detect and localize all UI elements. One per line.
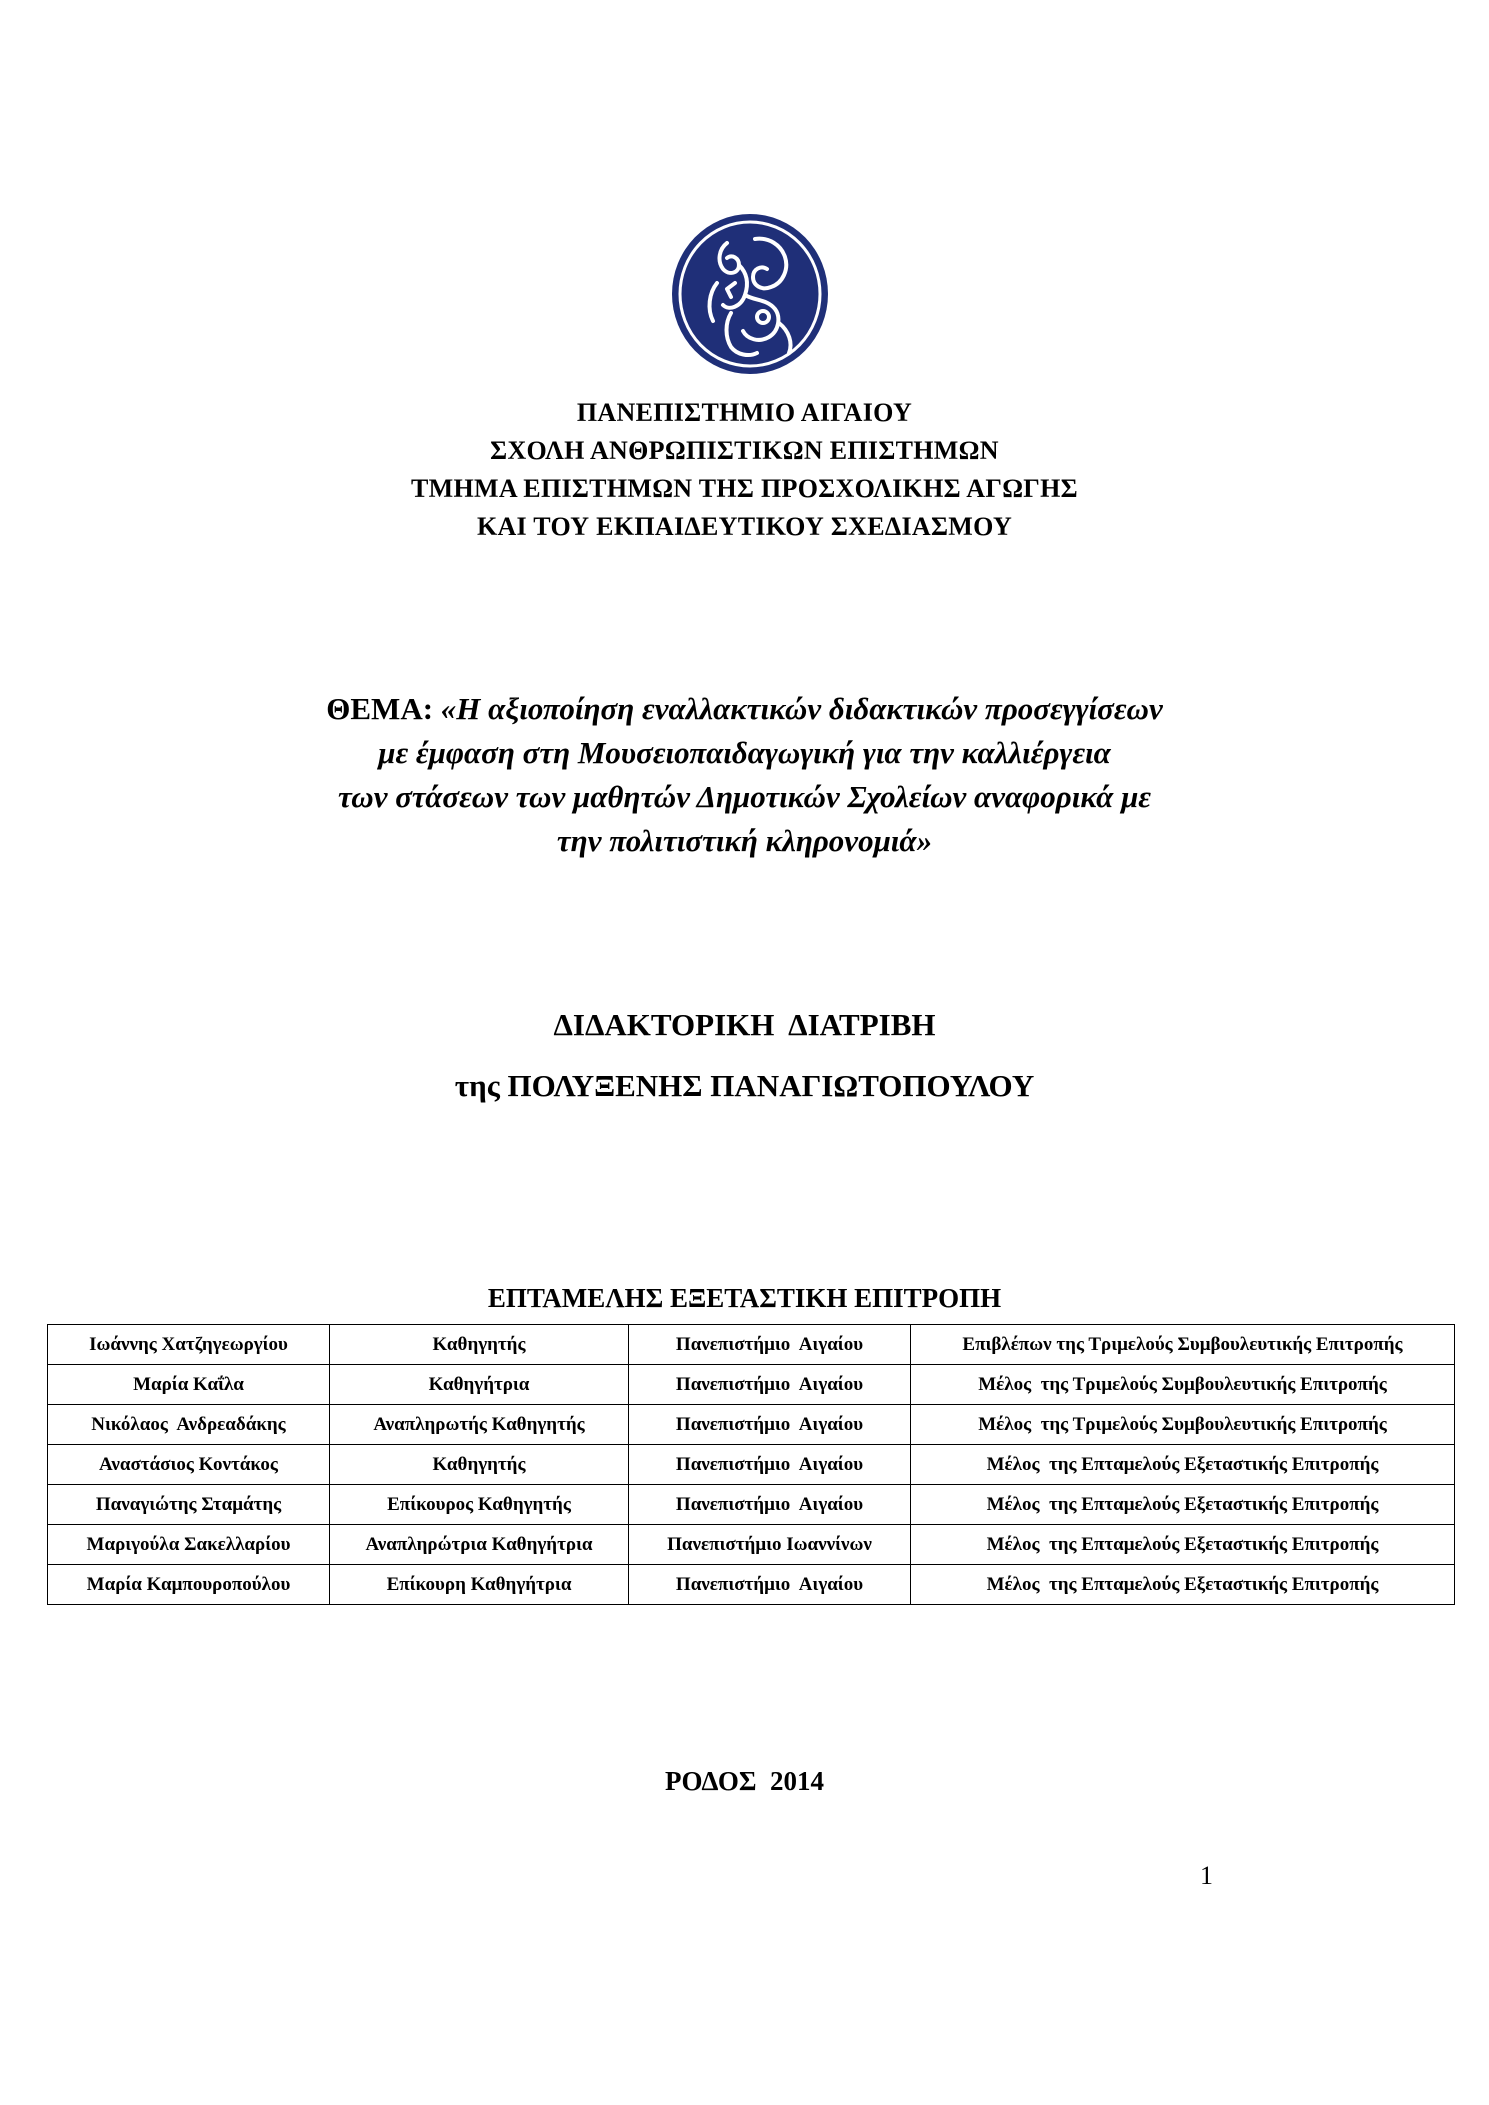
place-and-year: ΡΟΔΟΣ 2014 bbox=[664, 1766, 824, 1796]
member-university: Πανεπιστήμιο Αιγαίου bbox=[629, 1485, 911, 1525]
table-row bbox=[48, 1565, 1455, 1605]
member-name: Ιωάννης Χατζηγεωργίου bbox=[48, 1325, 330, 1365]
university-of-aegean-logo-icon bbox=[669, 213, 831, 375]
member-rank: Καθηγητής bbox=[330, 1445, 629, 1485]
member-name: Παναγιώτης Σταμάτης bbox=[48, 1485, 330, 1525]
school-name: ΣΧΟΛΗ ΑΝΘΡΩΠΙΣΤΙΚΩΝ ΕΠΙΣΤΗΜΩΝ bbox=[490, 436, 999, 465]
thesis-title bbox=[0, 687, 1489, 863]
member-name: Μαρία Καΐλα bbox=[48, 1365, 330, 1405]
member-university: Πανεπιστήμιο Αιγαίου bbox=[629, 1405, 911, 1445]
member-university: Πανεπιστήμιο Αιγαίου bbox=[629, 1325, 911, 1365]
member-role: Μέλος της Τριμελούς Συμβουλευτικής Επιτροπής bbox=[911, 1405, 1455, 1445]
page-number: 1 bbox=[1200, 1861, 1213, 1890]
member-role: Μέλος της Επταμελούς Εξεταστικής Επιτροπής bbox=[911, 1485, 1455, 1525]
member-role: Επιβλέπων της Τριμελούς Συμβουλευτικής Επιτροπής bbox=[911, 1325, 1455, 1365]
member-university: Πανεπιστήμιο Αιγαίου bbox=[629, 1445, 911, 1485]
thesis-label: ΘΕΜΑ: bbox=[326, 691, 434, 726]
table-row bbox=[48, 1325, 1455, 1365]
document-type: ΔΙΔΑΚΤΟΡΙΚΗ ΔΙΑΤΡΙΒΗ bbox=[553, 1007, 936, 1042]
university-header bbox=[0, 394, 1489, 546]
member-name: Νικόλαος Ανδρεαδάκης bbox=[48, 1405, 330, 1445]
member-rank: Επίκουρη Καθηγήτρια bbox=[330, 1565, 629, 1605]
member-university: Πανεπιστήμιο Αιγαίου bbox=[629, 1365, 911, 1405]
member-rank: Αναπληρωτής Καθηγητής bbox=[330, 1405, 629, 1445]
committee-table bbox=[47, 1324, 1455, 1605]
member-name: Αναστάσιος Κοντάκος bbox=[48, 1445, 330, 1485]
table-row bbox=[48, 1525, 1455, 1565]
member-role: Μέλος της Επταμελούς Εξεταστικής Επιτροπής bbox=[911, 1565, 1455, 1605]
member-rank: Αναπληρώτρια Καθηγήτρια bbox=[330, 1525, 629, 1565]
member-name: Μαριγούλα Σακελλαρίου bbox=[48, 1525, 330, 1565]
member-rank: Επίκουρος Καθηγητής bbox=[330, 1485, 629, 1525]
thesis-title-line-2: με έμφαση στη Μουσειοπαιδαγωγική για την καλλιέργεια bbox=[378, 735, 1111, 770]
member-role: Μέλος της Επταμελούς Εξεταστικής Επιτροπής bbox=[911, 1525, 1455, 1565]
author-name: της ΠΟΛΥΞΕΝΗΣ ΠΑΝΑΓΙΩΤΟΠΟΥΛΟΥ bbox=[454, 1068, 1035, 1103]
table-row bbox=[48, 1485, 1455, 1525]
department-name-line-2: ΚΑΙ ΤΟΥ ΕΚΠΑΙΔΕΥΤΙΚΟΥ ΣΧΕΔΙΑΣΜΟΥ bbox=[476, 512, 1013, 541]
thesis-title-line-4: την πολιτιστική κληρονομιά» bbox=[556, 823, 933, 858]
table-row bbox=[48, 1365, 1455, 1405]
member-rank: Καθηγητής bbox=[330, 1325, 629, 1365]
thesis-title-line-3: των στάσεων των μαθητών Δημοτικών Σχολείων αναφορικά με bbox=[337, 779, 1152, 814]
member-name: Μαρία Καμπουροπούλου bbox=[48, 1565, 330, 1605]
table-row bbox=[48, 1445, 1455, 1485]
table-row bbox=[48, 1405, 1455, 1445]
member-role: Μέλος της Επταμελούς Εξεταστικής Επιτροπής bbox=[911, 1445, 1455, 1485]
member-role: Μέλος της Τριμελούς Συμβουλευτικής Επιτροπής bbox=[911, 1365, 1455, 1405]
thesis-title-line-1: «Η αξιοποίηση εναλλακτικών διδακτικών προσεγγίσεων bbox=[440, 691, 1163, 726]
university-name: ΠΑΝΕΠΙΣΤΗΜΙΟ ΑΙΓΑΙΟΥ bbox=[576, 398, 913, 427]
member-university: Πανεπιστήμιο Ιωαννίνων bbox=[629, 1525, 911, 1565]
committee-heading: ΕΠΤΑΜΕΛΗΣ ΕΞΕΤΑΣΤΙΚΗ ΕΠΙΤΡΟΠΗ bbox=[487, 1283, 1002, 1313]
member-university: Πανεπιστήμιο Αιγαίου bbox=[629, 1565, 911, 1605]
member-rank: Καθηγήτρια bbox=[330, 1365, 629, 1405]
department-name-line-1: ΤΜΗΜΑ ΕΠΙΣΤΗΜΩΝ ΤΗΣ ΠΡΟΣΧΟΛΙΚΗΣ ΑΓΩΓΗΣ bbox=[411, 474, 1078, 503]
